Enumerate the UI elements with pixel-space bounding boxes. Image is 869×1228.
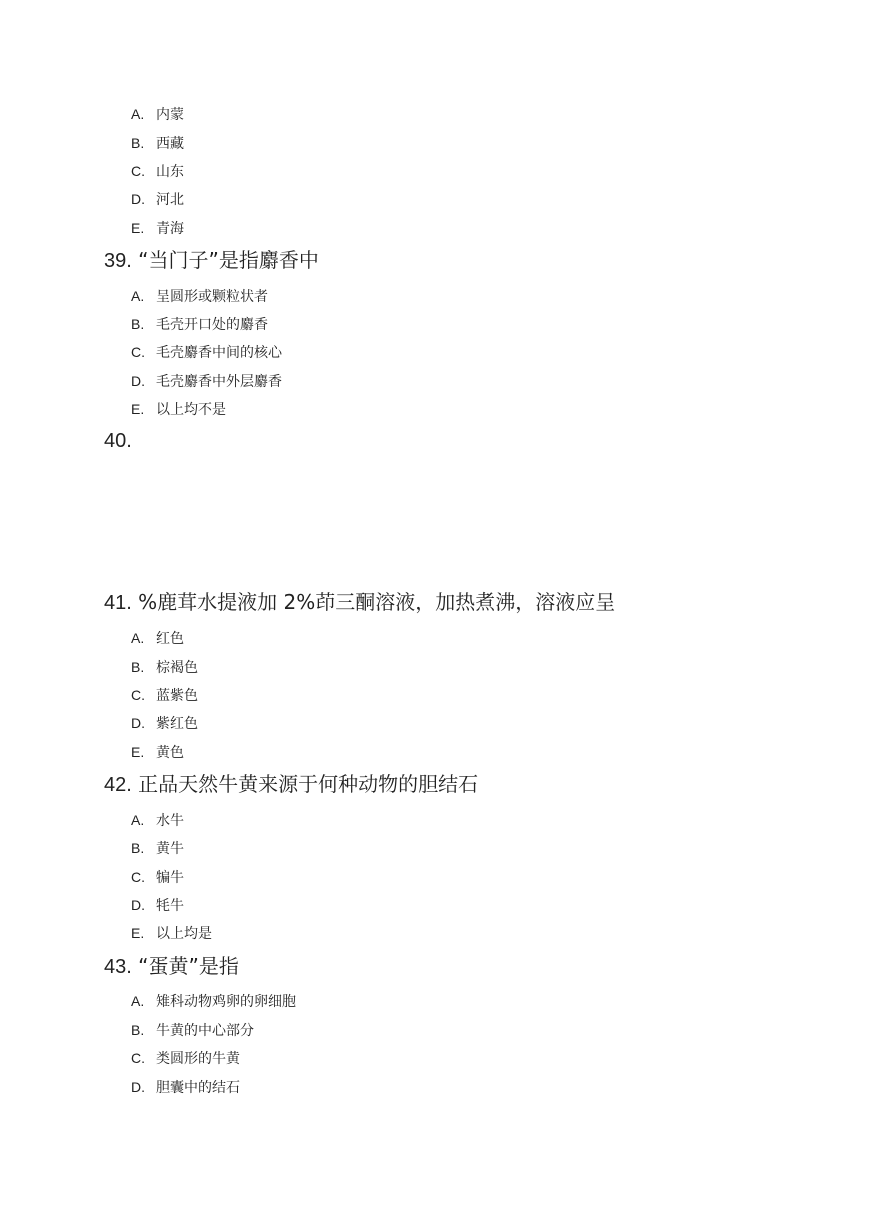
option-letter: C. xyxy=(131,869,145,885)
option-text: 紫红色 xyxy=(156,716,198,732)
option-letter: D. xyxy=(131,715,145,731)
option-e xyxy=(131,923,212,944)
option-text: 毛壳麝香中间的核心 xyxy=(156,345,282,361)
option-text: 以上均是 xyxy=(156,926,212,942)
option-letter: C. xyxy=(131,1050,145,1066)
question-text: “当门子”是指麝香中 xyxy=(138,248,319,272)
option-c xyxy=(131,161,184,182)
option-text: 胆囊中的结石 xyxy=(156,1080,240,1096)
option-text: 牛黄的中心部分 xyxy=(156,1023,254,1039)
option-letter: D. xyxy=(131,191,145,207)
question-number: 42. xyxy=(104,774,132,796)
option-c xyxy=(131,685,198,706)
option-text: 类圆形的牛黄 xyxy=(156,1051,240,1067)
option-b xyxy=(131,838,184,859)
option-text: 内蒙 xyxy=(156,107,184,123)
option-letter: B. xyxy=(131,316,145,332)
option-b xyxy=(131,314,268,335)
option-c xyxy=(131,1048,240,1069)
option-d xyxy=(131,713,198,734)
question-text: 正品天然牛黄来源于何种动物的胆结石 xyxy=(138,772,479,796)
question-text: %鹿茸水提液加 2%茚三酮溶液，加热煮沸，溶液应呈 xyxy=(138,590,616,614)
option-letter: A. xyxy=(131,288,145,304)
option-a xyxy=(131,628,184,649)
option-text: 山东 xyxy=(156,164,184,180)
option-a xyxy=(131,104,184,125)
option-text: 棕褐色 xyxy=(156,660,198,676)
option-letter: E. xyxy=(131,401,145,417)
option-e xyxy=(131,399,226,420)
option-b xyxy=(131,133,184,154)
option-text: 红色 xyxy=(156,631,184,647)
question-41 xyxy=(104,589,615,616)
option-text: 以上均不是 xyxy=(156,402,226,418)
option-d xyxy=(131,1077,240,1098)
option-text: 黄牛 xyxy=(156,841,184,857)
option-text: 毛壳麝香中外层麝香 xyxy=(156,374,282,390)
option-letter: B. xyxy=(131,659,145,675)
option-c xyxy=(131,342,282,363)
option-letter: C. xyxy=(131,344,145,360)
option-text: 呈圆形或颗粒状者 xyxy=(156,289,268,305)
option-letter: C. xyxy=(131,687,145,703)
option-d xyxy=(131,189,184,210)
question-number: 40. xyxy=(104,430,132,452)
option-letter: E. xyxy=(131,220,145,236)
option-letter: A. xyxy=(131,812,145,828)
option-letter: C. xyxy=(131,163,145,179)
question-39 xyxy=(104,247,319,274)
option-d xyxy=(131,895,184,916)
option-text: 黄色 xyxy=(156,745,184,761)
option-a xyxy=(131,991,296,1012)
question-43 xyxy=(104,953,239,980)
option-c xyxy=(131,867,184,888)
option-e xyxy=(131,218,184,239)
option-letter: A. xyxy=(131,993,145,1009)
option-b xyxy=(131,1020,254,1041)
option-text: 水牛 xyxy=(156,813,184,829)
option-letter: B. xyxy=(131,840,145,856)
option-text: 雉科动物鸡卵的卵细胞 xyxy=(156,994,296,1010)
option-letter: D. xyxy=(131,897,145,913)
option-a xyxy=(131,810,184,831)
question-40 xyxy=(104,427,132,454)
option-letter: E. xyxy=(131,744,145,760)
option-letter: A. xyxy=(131,106,145,122)
option-text: 蓝紫色 xyxy=(156,688,198,704)
option-a xyxy=(131,286,268,307)
option-text: 西藏 xyxy=(156,136,184,152)
option-b xyxy=(131,657,198,678)
question-number: 43. xyxy=(104,956,132,978)
option-text: 牦牛 xyxy=(156,898,184,914)
option-text: 青海 xyxy=(156,221,184,237)
option-text: 毛壳开口处的麝香 xyxy=(156,317,268,333)
option-e xyxy=(131,742,184,763)
question-number: 41. xyxy=(104,592,132,614)
option-letter: A. xyxy=(131,630,145,646)
option-text: 河北 xyxy=(156,192,184,208)
question-text: “蛋黄”是指 xyxy=(138,954,239,978)
option-letter: E. xyxy=(131,925,145,941)
option-letter: B. xyxy=(131,1022,145,1038)
option-letter: D. xyxy=(131,373,145,389)
option-letter: B. xyxy=(131,135,145,151)
option-text: 犏牛 xyxy=(156,870,184,886)
option-d xyxy=(131,371,282,392)
option-letter: D. xyxy=(131,1079,145,1095)
question-number: 39. xyxy=(104,250,132,272)
question-42 xyxy=(104,771,478,798)
